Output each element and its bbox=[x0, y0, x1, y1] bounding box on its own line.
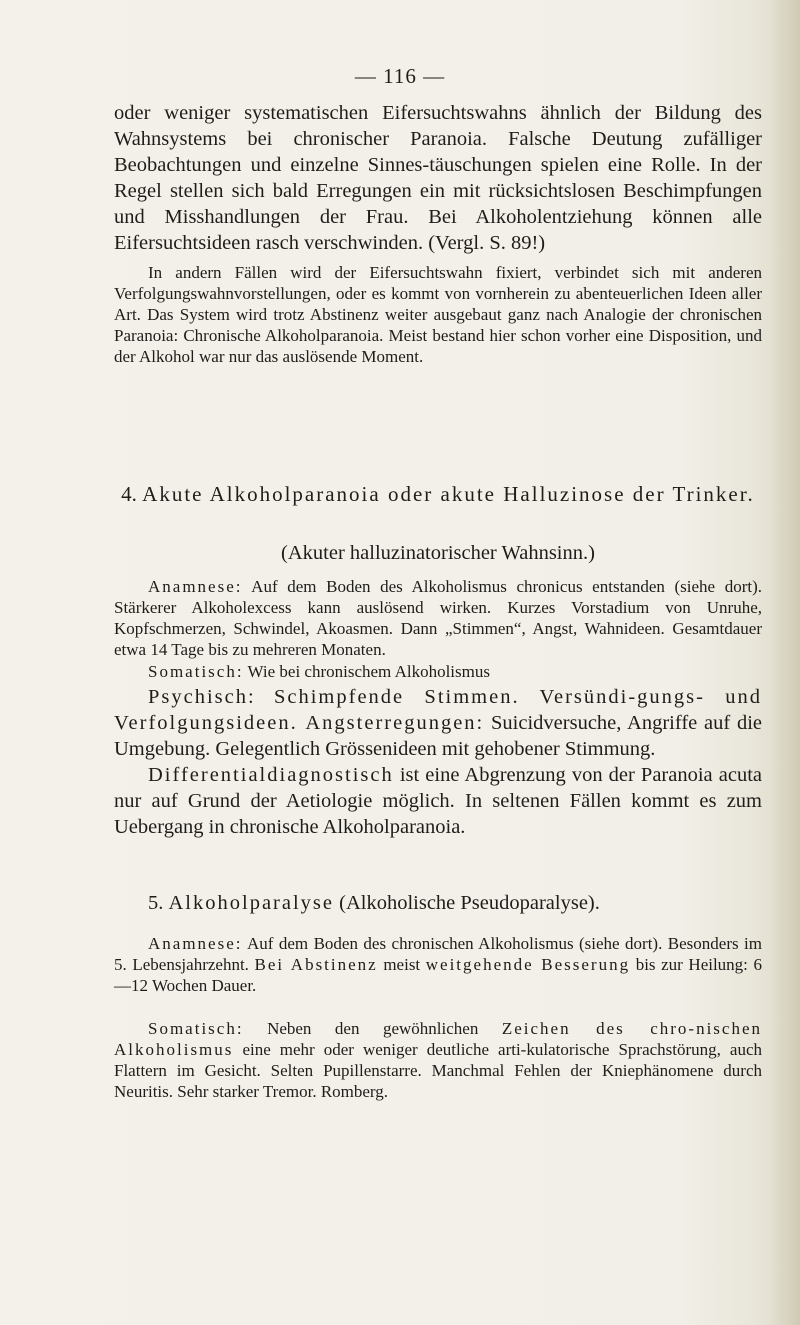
anamnese-spaced-1: Bei Abstinenz bbox=[254, 955, 378, 974]
section-5-title-rest: (Alkoholische Pseudoparalyse). bbox=[339, 892, 600, 914]
section-4-subtitle: (Akuter halluzinatorischer Wahnsinn.) bbox=[281, 542, 595, 564]
section-5-anamnese bbox=[114, 933, 762, 996]
section-4-differential bbox=[114, 762, 762, 840]
anamnese-text-a: Auf dem Boden des chronischen Alkoholismus (siehe dort). Besonders im 5. Lebensjahrzehnt. bbox=[114, 934, 762, 974]
paragraph-fixiert: In andern Fällen wird der Eifersuchtswahn fixiert, verbindet sich mit anderen Verfolgungswahnvorstellungen, oder es kommt von vornherein zu abenteuerlichen Ideen aller Art. Das System wird trotz Abstinenz weiter ausgebaut ganz nach Analogie der chronischen Paranoia: Chronische Alkoholparanoia. Meist bestand hier schon vorher eine Disposition, und der Alkohol war nur das auslösende Moment. bbox=[114, 263, 762, 366]
section-4-somatisch bbox=[114, 661, 762, 682]
somatisch-label: Somatisch: bbox=[148, 1019, 244, 1038]
section-4-anamnese bbox=[114, 576, 762, 660]
anamnese-label: Anamnese: bbox=[148, 934, 243, 953]
psychisch-label: Psychisch: bbox=[148, 686, 256, 708]
somatisch-text: Wie bei chronischem Alkoholismus bbox=[247, 662, 490, 681]
section-5-title: Alkoholparalyse bbox=[168, 892, 334, 914]
anamnese-label: Anamnese: bbox=[148, 577, 243, 596]
section-5-heading bbox=[114, 890, 762, 916]
somatisch-text-b: eine mehr oder weniger deutliche arti-kulatorische Sprachstörung, auch Flattern im Gesicht. Selten Pupillenstarre. Manchmal Fehlen der Kniephänomene durch Neuritis. Sehr starker Tremor. Romberg. bbox=[114, 1040, 763, 1101]
anamnese-text: Auf dem Boden des Alkoholismus chronicus entstanden (siehe dort). Stärkerer Alkoholexcess kann auslösend wirken. Kurzes Vorstadium von Unruhe, Kopfschmerzen, Schwindel, Akoasmen. Dann „Stimmen“, Angst, Wahnideen. Gesamtdauer etwa 14 Tage bis zu mehreren Monaten. bbox=[114, 577, 763, 659]
paragraph-eifersucht: oder weniger systematischen Eifersuchtswahns ähnlich der Bildung des Wahnsystems bei chronischer Paranoia. Falsche Deutung zufälliger Beobachtungen und einzelne Sinnes-täuschungen spielen eine Rolle. In der Regel stellen sich bald Erregungen ein mit rücksichtslosen Beschimpfungen und Misshandlungen der Frau. Bei Alkoholentziehung können alle Eifersuchtsideen rasch verschwinden. (Vergl. S. 89!) bbox=[114, 102, 762, 254]
section-4-number: 4. bbox=[121, 482, 137, 506]
page-edge-shadow bbox=[770, 0, 800, 1325]
section-4-heading bbox=[114, 481, 762, 507]
somatisch-text-a: Neben den gewöhnlichen bbox=[267, 1019, 479, 1038]
anamnese-text-b: meist bbox=[383, 955, 421, 974]
page-number: — 116 — bbox=[354, 64, 446, 88]
psychisch-text: Suicidversuche, Angriffe auf die Umgebung. Gelegentlich Grössenideen mit gehobener Stimmung. bbox=[114, 712, 763, 760]
section-4-psychisch bbox=[114, 684, 762, 762]
section-4-title: Akute Alkoholparanoia oder akute Halluzinose der Trinker. bbox=[142, 482, 755, 506]
somatisch-label: Somatisch: bbox=[148, 662, 244, 681]
somatisch-spaced: Zeichen des chro-nischen Alkoholismus bbox=[114, 1019, 763, 1059]
text-column bbox=[114, 100, 762, 256]
psychisch-spaced: Schimpfende Stimmen. Versündi-gungs- und Verfolgungsideen. Angsterregungen: bbox=[114, 686, 763, 734]
section-5-somatisch bbox=[114, 1018, 762, 1102]
differential-text: ist eine Abgrenzung von der Paranoia acuta nur auf Grund der Aetiologie möglich. In seltenen Fällen kommt es zum Uebergang in chronische Alkoholparanoia. bbox=[114, 764, 762, 838]
section-5-number: 5. bbox=[148, 892, 164, 914]
differential-label: Differentialdiagnostisch bbox=[148, 764, 394, 786]
anamnese-spaced-2: weitgehende Besserung bbox=[425, 955, 631, 974]
anamnese-text-c: bis zur Heilung: 6—12 Wochen Dauer. bbox=[114, 955, 763, 995]
